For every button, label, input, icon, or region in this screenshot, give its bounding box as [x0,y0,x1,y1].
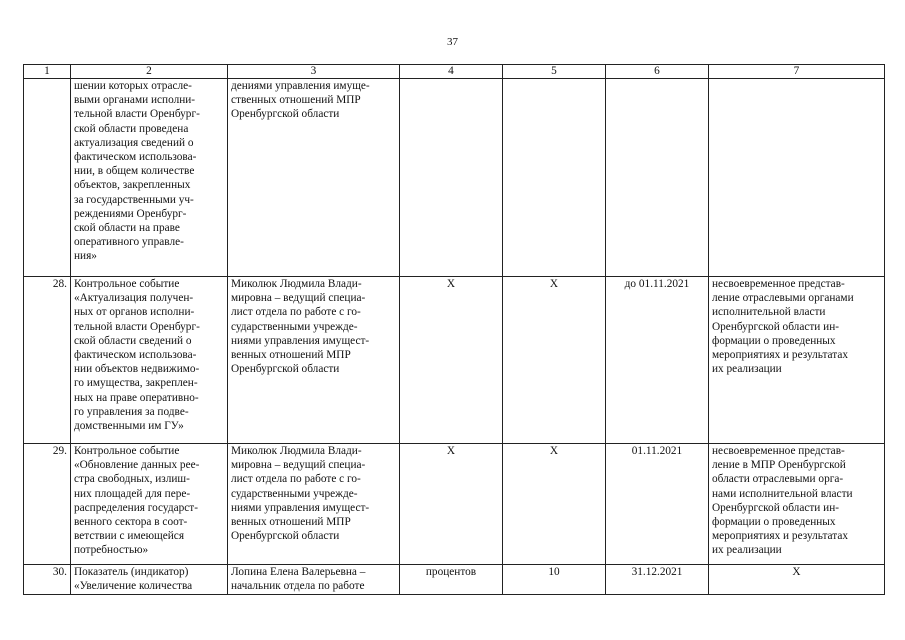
deadline-cell: до 01.11.2021 [606,277,709,444]
deadline-cell: 31.12.2021 [606,565,709,595]
row-number: 30. [24,565,71,595]
plan-table [23,64,885,595]
table-row [24,277,885,444]
row-number [24,79,71,277]
event-cell: Показатель (индикатор) «Увеличение количества [71,565,228,595]
risk-cell: Х [709,565,885,595]
value-cell: Х [503,444,606,565]
deadline-cell: 01.11.2021 [606,444,709,565]
column-number: 2 [71,65,228,79]
responsible-cell: Лопина Елена Валерьевна – начальник отдела по работе [228,565,400,595]
column-number-row [24,65,885,79]
column-number: 1 [24,65,71,79]
page-number: 37 [447,36,458,48]
event-cell: шении которых отрасле- выми органами исполни- тельной власти Оренбург- ской области проведена актуализация сведений о фактическом использова- нии, в общем количестве объектов, закрепленных за государственными уч- реждениями Оренбург- ской области на праве оперативного управле- ния» [71,79,228,277]
unit-cell [400,79,503,277]
responsible-cell: Миколюк Людмила Влади- мировна – ведущий специа- лист отдела по работе с го- сударственными учрежде- ниями управления имущест- венных отношений МПР Оренбургской области [228,444,400,565]
row-number: 28. [24,277,71,444]
event-cell: Контрольное событие «Обновление данных рее- стра свободных, излиш- них площадей для пере- распределения государст- венного сектора в соот- ветствии с имеющейся потребностью» [71,444,228,565]
responsible-cell: дениями управления имуще- ственных отношений МПР Оренбургской области [228,79,400,277]
risk-cell: несвоевременное представ- ление в МПР Оренбургской области отраслевыми орга- нами исполнительной власти Оренбургской области ин- формации о проведенных мероприятиях и результатах их реализации [709,444,885,565]
unit-cell: Х [400,277,503,444]
table-row [24,565,885,595]
column-number: 4 [400,65,503,79]
risk-cell: несвоевременное представ- ление отраслевыми органами исполнительной власти Оренбургской области ин- формации о проведенных мероприятиях и результатах их реализации [709,277,885,444]
event-cell: Контрольное событие «Актуализация получен- ных от органов исполни- тельной власти Оренбург- ской области сведений о фактическом использова- нии объектов недвижимо- го имущества, закреплен- ных на праве оперативно- го управления за подве- домственными им ГУ» [71,277,228,444]
value-cell: 10 [503,565,606,595]
deadline-cell [606,79,709,277]
column-number: 6 [606,65,709,79]
risk-cell [709,79,885,277]
unit-cell: процентов [400,565,503,595]
column-number: 3 [228,65,400,79]
column-number: 7 [709,65,885,79]
value-cell [503,79,606,277]
table-row [24,444,885,565]
column-number: 5 [503,65,606,79]
table-row [24,79,885,277]
responsible-cell: Миколюк Людмила Влади- мировна – ведущий специа- лист отдела по работе с го- сударственными учрежде- ниями управления имущест- венных отношений МПР Оренбургской области [228,277,400,444]
value-cell: Х [503,277,606,444]
unit-cell: Х [400,444,503,565]
row-number: 29. [24,444,71,565]
